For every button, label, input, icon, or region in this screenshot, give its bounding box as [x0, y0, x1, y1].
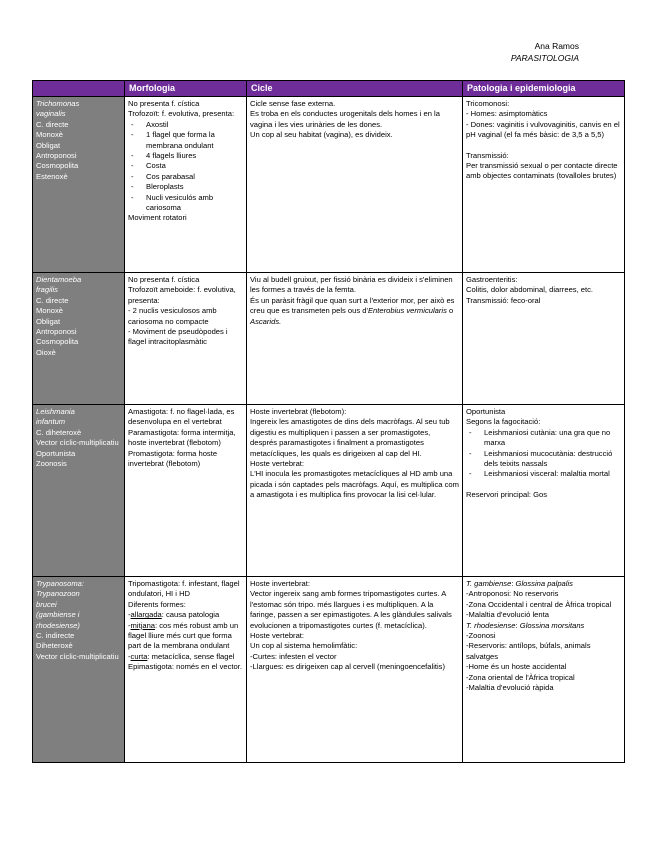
pathology-cell — [463, 97, 625, 273]
text-line: Un cop al seu habitat (vagina), es divideix. — [250, 130, 393, 140]
text-line: - Homes: asimptomàtics — [466, 109, 548, 119]
text-line: Cicle sense fase externa. — [250, 99, 336, 108]
species-attr: Estenoxè — [36, 171, 68, 181]
text-line: -Malaltia d'evolució lenta — [466, 610, 549, 620]
species-ref: Enterobius vermicularis — [367, 306, 447, 316]
header-morfologia: Morfologia — [125, 81, 247, 97]
vector-ref: Glossina morsitans — [519, 620, 585, 630]
species-attr: C. indirecte — [36, 631, 75, 641]
text-line: -Malaltia d'evolució ràpida — [466, 683, 554, 693]
table-row — [33, 273, 625, 405]
text-line — [466, 579, 621, 589]
table-row — [33, 577, 625, 763]
species-name: Trichomonas — [36, 99, 80, 108]
parasite-table — [32, 80, 625, 763]
species-cell — [33, 273, 125, 405]
species-attr: Diheteroxè — [36, 641, 73, 651]
text-line: Tripomastigota: f. infestant, flagel ondulatori, HI i HD — [128, 579, 240, 599]
text-fragment: : cos més robust amb un flagel lliure més curt que forma part de la membrana ondulant — [128, 620, 239, 651]
species-attr: Oioxè — [36, 347, 56, 357]
cycle-cell — [247, 273, 463, 405]
bullet-item: - Axostil — [128, 120, 243, 130]
form-name: curta — [130, 651, 148, 661]
bullet-item: - Leishmaniosi mucocutània: destrucció dels teixits nassals — [466, 449, 621, 470]
pathology-cell — [463, 577, 625, 763]
table-row — [33, 97, 625, 273]
species-attr: C. directe — [36, 295, 69, 305]
species-attr: Zoonosis — [36, 459, 67, 469]
species-name: brucei — [36, 599, 57, 609]
species-name: infantum — [36, 417, 66, 427]
header-cicle: Cicle — [247, 81, 463, 97]
species-ref: T. rhodesiense — [466, 620, 516, 630]
text-line: Amastigota: f. no flagel·lada, es desenvolupa en el vertebrat — [128, 407, 235, 427]
text-line: -mitjana: cos més robust amb un flagel lliure més curt que forma part de la membrana ondulant — [128, 620, 239, 651]
text-line: -Reservoris: antílops, búfals, animals salvatges — [466, 641, 591, 661]
form-name: allargada — [130, 610, 162, 620]
text-fragment: : metacíclica, sense flagel — [147, 651, 235, 661]
text-line: Transmissió: feco-oral — [466, 295, 541, 305]
text-line: - Moviment de pseudòpodes i flagel intracitoplasmàtic — [128, 327, 228, 347]
cycle-cell — [247, 97, 463, 273]
morphology-cell — [125, 405, 247, 577]
bullet-item: - 4 flagels lliures — [128, 151, 243, 161]
species-cell — [33, 405, 125, 577]
text-line: Tricomonosi: — [466, 99, 510, 108]
species-ref: Ascarids. — [250, 316, 282, 326]
text-fragment: : causa patologia — [161, 610, 220, 620]
text-line: -curta: metacíclica, sense flagel — [128, 651, 235, 661]
table-header-row — [33, 81, 625, 97]
text-line: Un cop al sistema hemolimfàtic: — [250, 641, 358, 651]
bullet-item: - Costa — [128, 161, 243, 171]
text-line: Moviment rotatori — [128, 213, 187, 223]
text-line: Ingereix les amastigotes de dins dels macròfags. Al seu tub digestiu es multipliquen i passen a ser promastigotes, després paramastigotes i finalment a promastigotes metacícliques, les quals es dirigeixen al cap del HI. — [250, 417, 450, 458]
species-name: Trypanozoon — [36, 589, 80, 599]
text-fragment: : — [515, 620, 520, 630]
species-attr: Vector cíclic-multiplicatiu — [36, 651, 119, 661]
text-line: -allargada: causa patologia — [128, 610, 220, 620]
table-row — [33, 405, 625, 577]
morphology-cell — [125, 97, 247, 273]
species-name: Leishmania — [36, 407, 75, 416]
author-name: Ana Ramos — [534, 41, 579, 51]
text-line: Transmissió: — [466, 150, 509, 160]
species-cell — [33, 97, 125, 273]
species-attr: Cosmopolita — [36, 161, 79, 171]
species-attr: Cosmopolita — [36, 337, 79, 347]
text-line: Diferents formes: — [128, 599, 186, 609]
document-header — [511, 40, 579, 64]
text-line: Segons la fagocitació: — [466, 417, 541, 427]
species-attr: Obligat — [36, 140, 61, 150]
text-line: Promastigota: forma hoste invertebrat (flebotom) — [128, 448, 218, 469]
species-name: rhodesiense) — [36, 620, 80, 630]
text-line: Paramastigota: forma intermitja, hoste invertebrat (flebotom) — [128, 427, 236, 448]
text-line: Reservori principal: Gos — [466, 489, 548, 499]
species-attr: Obligat — [36, 316, 61, 326]
bullet-item: - Leishmaniosi cutània: una gra que no marxa — [466, 428, 621, 449]
spacer — [466, 480, 621, 490]
text-line: -Llargues: es dirigeixen cap al cervell (meningoencefalitis) — [250, 662, 446, 672]
header-patologia: Patologia i epidemiologia — [463, 81, 625, 97]
text-line: Gastroenteritis: — [466, 275, 518, 284]
text-line: - 2 nuclis vesiculosos amb cariosoma no compacte — [128, 306, 217, 326]
bullet-item: - 1 flagel que forma la membrana ondulant — [128, 130, 243, 151]
text-line: -Curtes: infesten el vector — [250, 651, 337, 661]
text-line: Hoste invertebrat: — [250, 579, 310, 588]
species-attr: C. diheteroxè — [36, 427, 82, 437]
text-fragment: : — [511, 579, 516, 588]
species-name: Dientamoeba — [36, 275, 82, 284]
text-line: No presenta f. cística — [128, 275, 200, 284]
text-fragment: És un paràsit fràgil que quan surt a l'exterior mor, per això es creu que es transmeten pels ous d' — [250, 295, 455, 316]
text-line: -Antroponosi: No reservoris — [466, 589, 559, 599]
text-fragment: o — [446, 306, 454, 316]
species-attr: Vector cíclic-multiplicatiu — [36, 438, 119, 448]
text-line: Es troba en els conductes urogenitals dels homes i en la vagina i les vies urinàries de les dones. — [250, 109, 440, 129]
text-line: Hoste invertebrat (flebotom): — [250, 407, 347, 416]
text-line: Trofozoït: f. evolutiva, presenta: — [128, 109, 235, 119]
text-line: No presenta f. cística — [128, 99, 200, 108]
header-cell-empty — [33, 81, 125, 97]
species-attr: Antroponosi — [36, 151, 77, 161]
species-name: Trypanosoma: — [36, 579, 84, 588]
species-name: (gambiense i — [36, 610, 80, 620]
text-line: Viu al budell gruixut, per fissió binària es divideix i s'eliminen les formes a través de la femta. — [250, 275, 453, 295]
morphology-cell — [125, 577, 247, 763]
morphology-cell — [125, 273, 247, 405]
text-line: Hoste vertebrat: — [250, 459, 305, 469]
text-line: -Home és un hoste accidental — [466, 662, 567, 672]
species-name: vaginalis — [36, 109, 66, 119]
species-cell — [33, 577, 125, 763]
subject-title: PARASITOLOGIA — [510, 53, 579, 63]
text-line: Oportunista — [466, 407, 506, 416]
bullet-item: - Bleroplasts — [128, 182, 243, 192]
species-attr: Oportunista — [36, 448, 76, 458]
text-line: Epimastigota: només en el vector. — [128, 662, 242, 672]
species-ref: T. gambiense — [466, 579, 512, 588]
text-line: Trofozoït ameboide: f. evolutiva, presenta: — [128, 285, 236, 305]
text-line: -Zona Occidental i central de Àfrica tropical — [466, 599, 612, 609]
pathology-cell — [463, 273, 625, 405]
species-name: fragilis — [36, 285, 58, 295]
pathology-cell — [463, 405, 625, 577]
bullet-item: - Nucli vesiculós amb cariosoma — [128, 193, 243, 214]
text-line: -Zoonosi — [466, 631, 496, 641]
bullet-item: - Cos parabasal — [128, 172, 243, 182]
text-line: Vector ingereix sang amb formes tripomastigotes curtes. A l'estomac són tripo. més llargues i es multipliquen. A la faringe, passen a ser epimastigotes. A les glàndules salivals evolucionen a tripomastigotes curtes (f. metacíclica). — [250, 589, 452, 630]
species-attr: C. directe — [36, 119, 69, 129]
bullet-item: - Leishmaniosi visceral: malaltia mortal — [466, 469, 621, 479]
species-attr: Antroponosi — [36, 327, 77, 337]
text-line: Hoste vertebrat: — [250, 631, 305, 641]
text-line: - Dones: vaginitis i vulvovaginitis, canvis en el pH vaginal (el fa més bàsic: de 3,5 a 5,5) — [466, 119, 620, 140]
cycle-cell — [247, 577, 463, 763]
cycle-cell — [247, 405, 463, 577]
text-line: L'HI inocula les promastigotes metacícliques al HD amb una picada i són captades pels macròfags. Aquí, es multiplica com a amastigota i es multiplica fins provocar la lisi cel·lular. — [250, 469, 459, 500]
spacer — [466, 141, 621, 151]
text-line: -Zona oriental de l'Àfrica tropical — [466, 672, 575, 682]
species-attr: Monoxè — [36, 306, 64, 316]
text-line: Colitis, dolor abdominal, diarrees, etc. — [466, 285, 594, 295]
species-attr: Monoxè — [36, 130, 64, 140]
form-name: mitjana — [130, 620, 156, 630]
vector-ref: Glossina palpalis — [515, 579, 573, 588]
text-line — [466, 621, 621, 631]
text-line: Per transmissió sexual o per contacte directe amb objectes contaminats (tovalloles brutes) — [466, 161, 618, 181]
text-line — [250, 296, 459, 327]
